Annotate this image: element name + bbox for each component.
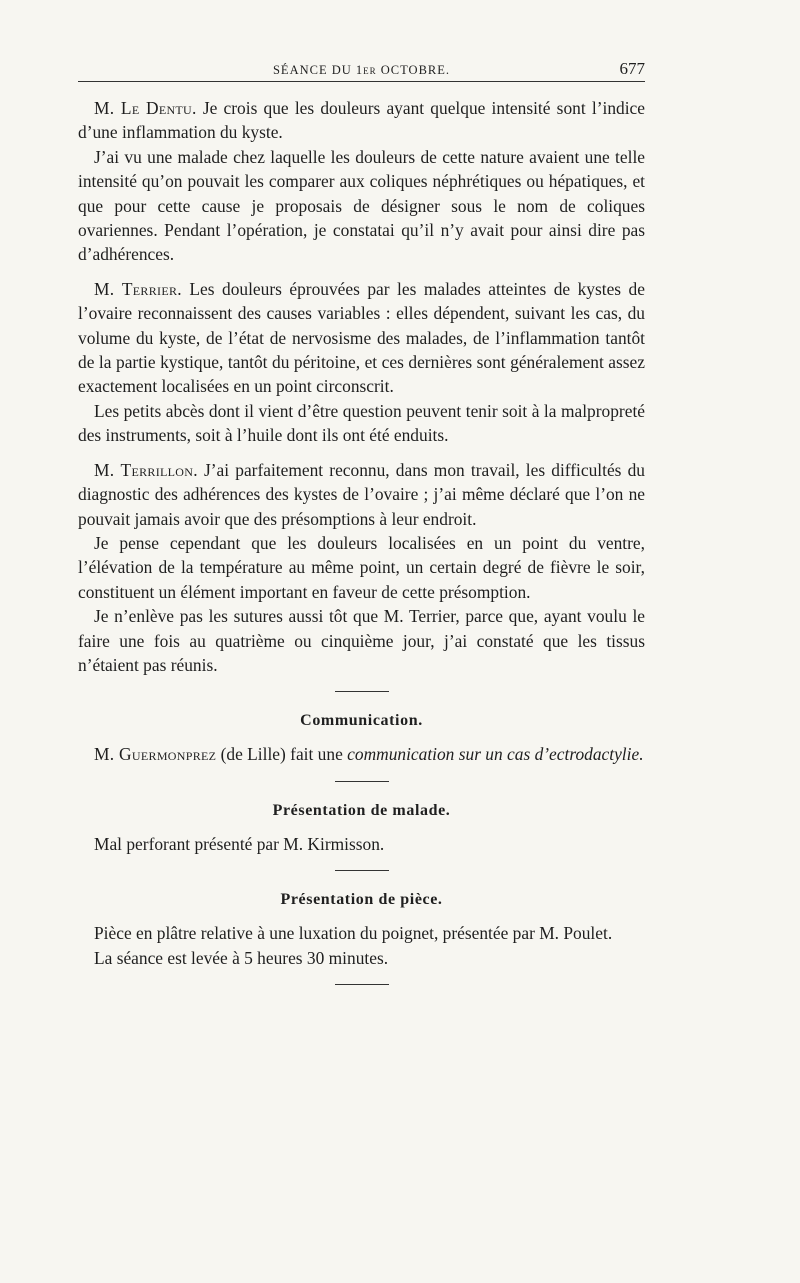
paragraph: J’ai vu une malade chez laquelle les douleurs de cette nature avaient une telle intensité qu’on pouvait les comparer aux coliques néphrétiques ou hépatiques, et que pour cette cause je proposais de désigner sous le nom de coliques ovariennes. Pendant l’opération, je constatai qu’il n’y avait pour ainsi dire pas d’adhérences.	[78, 146, 645, 265]
paragraph: Je n’enlève pas les sutures aussi tôt que M. Terrier, parce que, ayant voulu le faire une fois au quatrième ou cinquième jour, j’ai constaté que les tissus n’étaient pas réunis.	[78, 606, 645, 675]
speaker-name: M. Terrillon.	[94, 459, 198, 480]
section-divider	[335, 781, 389, 782]
paragraph	[78, 458, 645, 531]
speaker-name: M. Le Dentu.	[94, 98, 197, 118]
section-divider	[335, 870, 389, 871]
paragraph	[78, 96, 645, 145]
section-heading-communication: Communication.	[300, 712, 423, 730]
running-title: SÉANCE DU 1er OCTOBRE.	[272, 63, 451, 77]
paragraph: Je pense cependant que les douleurs localisées en un point du ventre, l’élévation de la température au même point, un certain degré de fièvre le soir, constituent un élément important en faveur de cette présomption.	[78, 532, 645, 602]
section-heading-presentation-malade: Présentation de malade.	[272, 801, 451, 819]
speaker-name: M. Guermonprez	[94, 744, 217, 765]
intervention-terrier	[78, 277, 645, 448]
paragraph	[78, 277, 645, 399]
paragraph: Pièce en plâtre relative à une luxation du poignet, présentée par M. Poulet.	[94, 923, 613, 944]
intervention-terrillon	[78, 458, 645, 678]
speaker-name: M. Terrier.	[94, 278, 182, 299]
page	[78, 55, 645, 1003]
paragraph	[78, 742, 645, 766]
end-divider	[335, 984, 389, 985]
section-divider	[335, 691, 389, 692]
running-head	[78, 55, 645, 82]
page-number: 677	[619, 59, 645, 78]
paragraph-text: Je crois que les douleurs ayant quelque intensité sont l’indice d’une inflammation du kyste.	[78, 98, 645, 143]
section-heading-presentation-piece: Présentation de pièce.	[280, 891, 443, 909]
communication-title: communication sur un cas d’ectrodactylie.	[347, 744, 644, 765]
paragraph: Mal perforant présenté par M. Kirmisson.	[94, 833, 385, 854]
paragraph-text: J’ai parfaitement reconnu, dans mon travail, les difficultés du diagnostic des adhérences des kystes de l’ovaire ; j’ai même déclaré que l’on ne pouvait jamais avoir que des présomptions à leur endroit.	[78, 459, 645, 529]
intervention-le-dentu	[78, 96, 645, 267]
closing-line: La séance est levée à 5 heures 30 minutes.	[94, 947, 389, 968]
paragraph-text: Les douleurs éprouvées par les malades atteintes de kystes de l’ovaire reconnaissent des causes variables : elles dépendent, suivant les cas, du volume du kyste, de l’état de nervosisme des malades, de l’inflammation tantôt de la partie kystique, tantôt du péritoine, et ces dernières sont généralement assez exactement localisées en un point circonscrit.	[78, 278, 645, 397]
paragraph: Les petits abcès dont il vient d’être question peuvent tenir soit à la malpropreté des instruments, soit à l’huile dont ils ont été enduits.	[78, 400, 645, 446]
paragraph-text: (de Lille) fait une	[220, 744, 343, 765]
